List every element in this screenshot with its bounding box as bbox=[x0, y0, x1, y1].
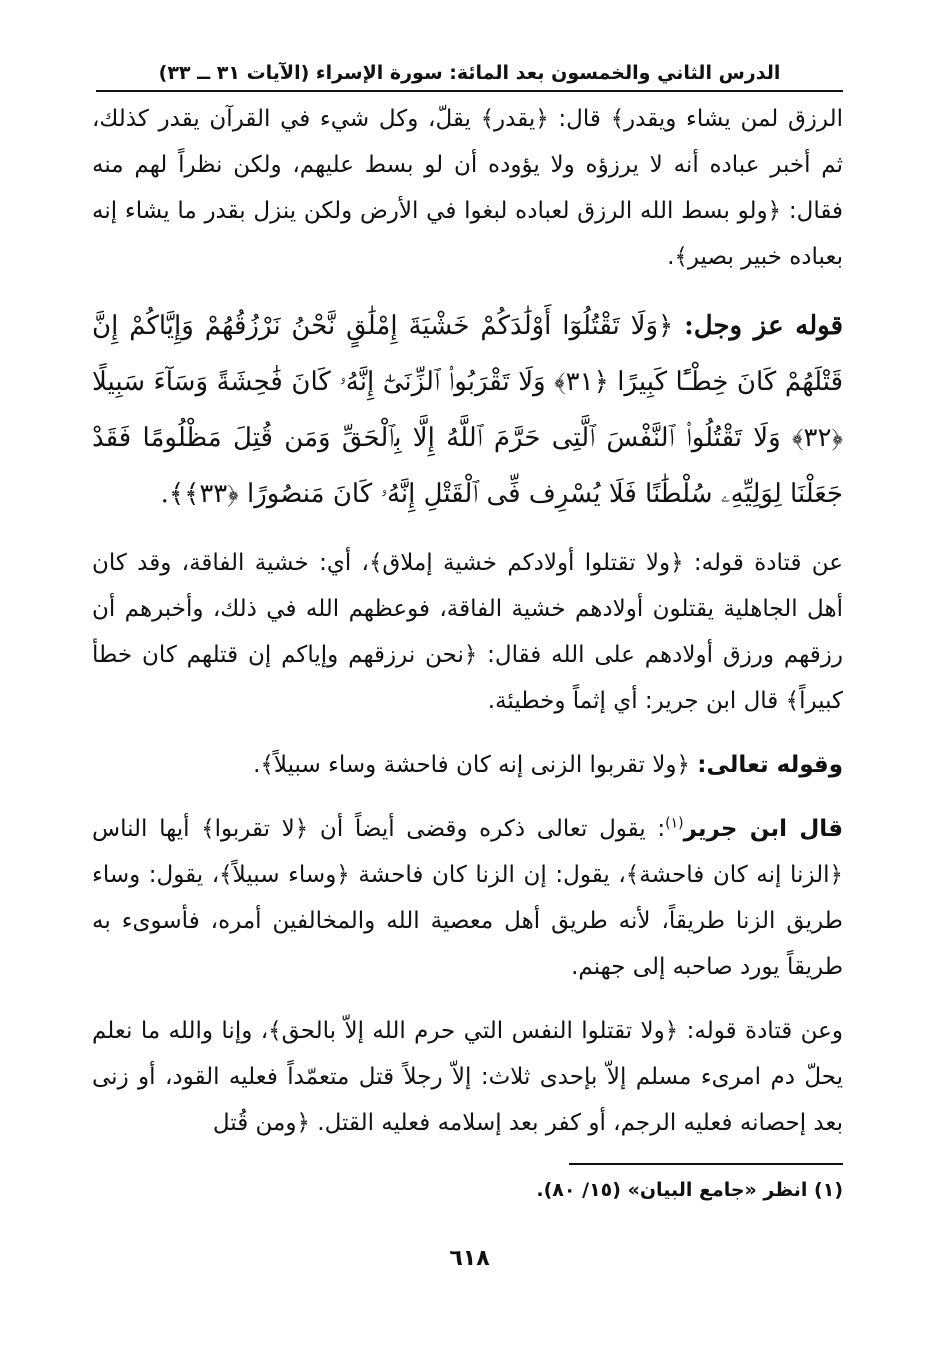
paragraph-text: الرزق لمن يشاء ويقدر﴾ قال: ﴿يقدر﴾ يقلّ، وكل شيء في القرآن يقدر كذلك، ثم أخبر عباده أنه لا يرزؤه ولا يؤوده أن لو بسط عليهم، ولكن نظراً لهم منه فقال: ﴿ولو بسط الله الرزق لعباده لبغوا في الأرض ولكن ينزل بقدر ما يشاء إنه بعباده خبير بصير﴾. bbox=[92, 106, 843, 270]
paragraph-lead: وقوله تعالى: bbox=[697, 752, 843, 778]
paragraph-5 bbox=[92, 806, 843, 990]
paragraph-lead: قال ابن جرير bbox=[683, 816, 844, 842]
paragraph-text: : يقول تعالى ذكره وقضى أيضاً أن ﴿لا تقربوا﴾ أيها الناس ﴿الزنا إنه كان فاحشة﴾، يقول: إن الزنا كان فاحشة ﴿وساء سبيلاً﴾، يقول: وساء طريق الزنا طريقاً، لأنه طريق أهل معصية الله والمخالفين أمره، فأسوىء به طريقاً يورد صاحبه إلى جهنم. bbox=[92, 816, 843, 980]
footnote-reference[interactable]: (١) bbox=[665, 815, 684, 832]
paragraph-text: وعن قتادة قوله: ﴿ولا تقتلوا النفس التي حرم الله إلاّ بالحق﴾، وإنا والله ما نعلم يحلّ دم امرىء مسلم إلاّ بإحدى ثلاث: إلاّ رجلاً قتل متعمّداً فعليه القود، أو زنى بعد إحصانه فعليه الرجم، أو كفر بعد إسلامه فعليه القتل. ﴿ومن قُتل bbox=[92, 1018, 843, 1136]
paragraph-3 bbox=[92, 540, 843, 724]
paragraph-text: عن قتادة قوله: ﴿ولا تقتلوا أولادكم خشية إملاق﴾، أي: خشية الفاقة، وقد كان أهل الجاهلية يقتلون أولادهم خشية الفاقة، فوعظهم الله في ذلك، وأخبرهم أن رزقهم ورزق أولادهم على الله فقال: ﴿نحن نرزقهم وإياكم إن قتلهم كان خطأ كبيراً﴾ قال ابن جرير: أي إثماً وخطيئة. bbox=[92, 550, 843, 714]
paragraph-lead: قوله عز وجل: bbox=[684, 311, 844, 341]
footnote: (١) انظر «جامع البيان» (١٥/ ٨٠). bbox=[536, 1179, 843, 1201]
quran-verse-paragraph bbox=[92, 298, 843, 522]
header-rule bbox=[96, 90, 843, 92]
paragraph-1 bbox=[92, 96, 843, 280]
page-number: ٦١٨ bbox=[449, 1246, 490, 1271]
paragraph-text: ﴿ولا تقربوا الزنى إنه كان فاحشة وساء سبيلاً﴾. bbox=[253, 752, 690, 778]
body-text bbox=[92, 96, 843, 1164]
quran-verse-text: ﴿وَلَا تَقْتُلُوٓا أَوْلَٰدَكُمْ خَشْيَةَ إِمْلَٰقٍ نَّحْنُ نَرْزُقُهُمْ وَإِيَّاكُمْ إِنَّ قَتْلَهُمْ كَانَ خِطْـًٔا كَبِيرًا ﴿٣١﴾ وَلَا تَقْرَبُوا۟ ٱلزِّنَىٰٓ إِنَّهُۥ كَانَ فَٰحِشَةً وَسَآءَ سَبِيلًا ﴿٣٢﴾ وَلَا تَقْتُلُوا۟ ٱلنَّفْسَ ٱلَّتِى حَرَّمَ ٱللَّهُ إِلَّا بِٱلْحَقِّ وَمَن قُتِلَ مَظْلُومًا فَقَدْ جَعَلْنَا لِوَلِيِّهِۦ سُلْطَٰنًا فَلَا يُسْرِف فِّى ٱلْقَتْلِ إِنَّهُۥ كَانَ مَنصُورًا ﴿٣٣﴾﴾. bbox=[92, 311, 843, 509]
paragraph-4 bbox=[92, 742, 843, 788]
running-header: الدرس الثاني والخمسون بعد المائة: سورة الإسراء (الآيات ٣١ ــ ٣٣) bbox=[158, 62, 781, 84]
paragraph-6 bbox=[92, 1008, 843, 1146]
footnote-rule bbox=[569, 1163, 843, 1165]
